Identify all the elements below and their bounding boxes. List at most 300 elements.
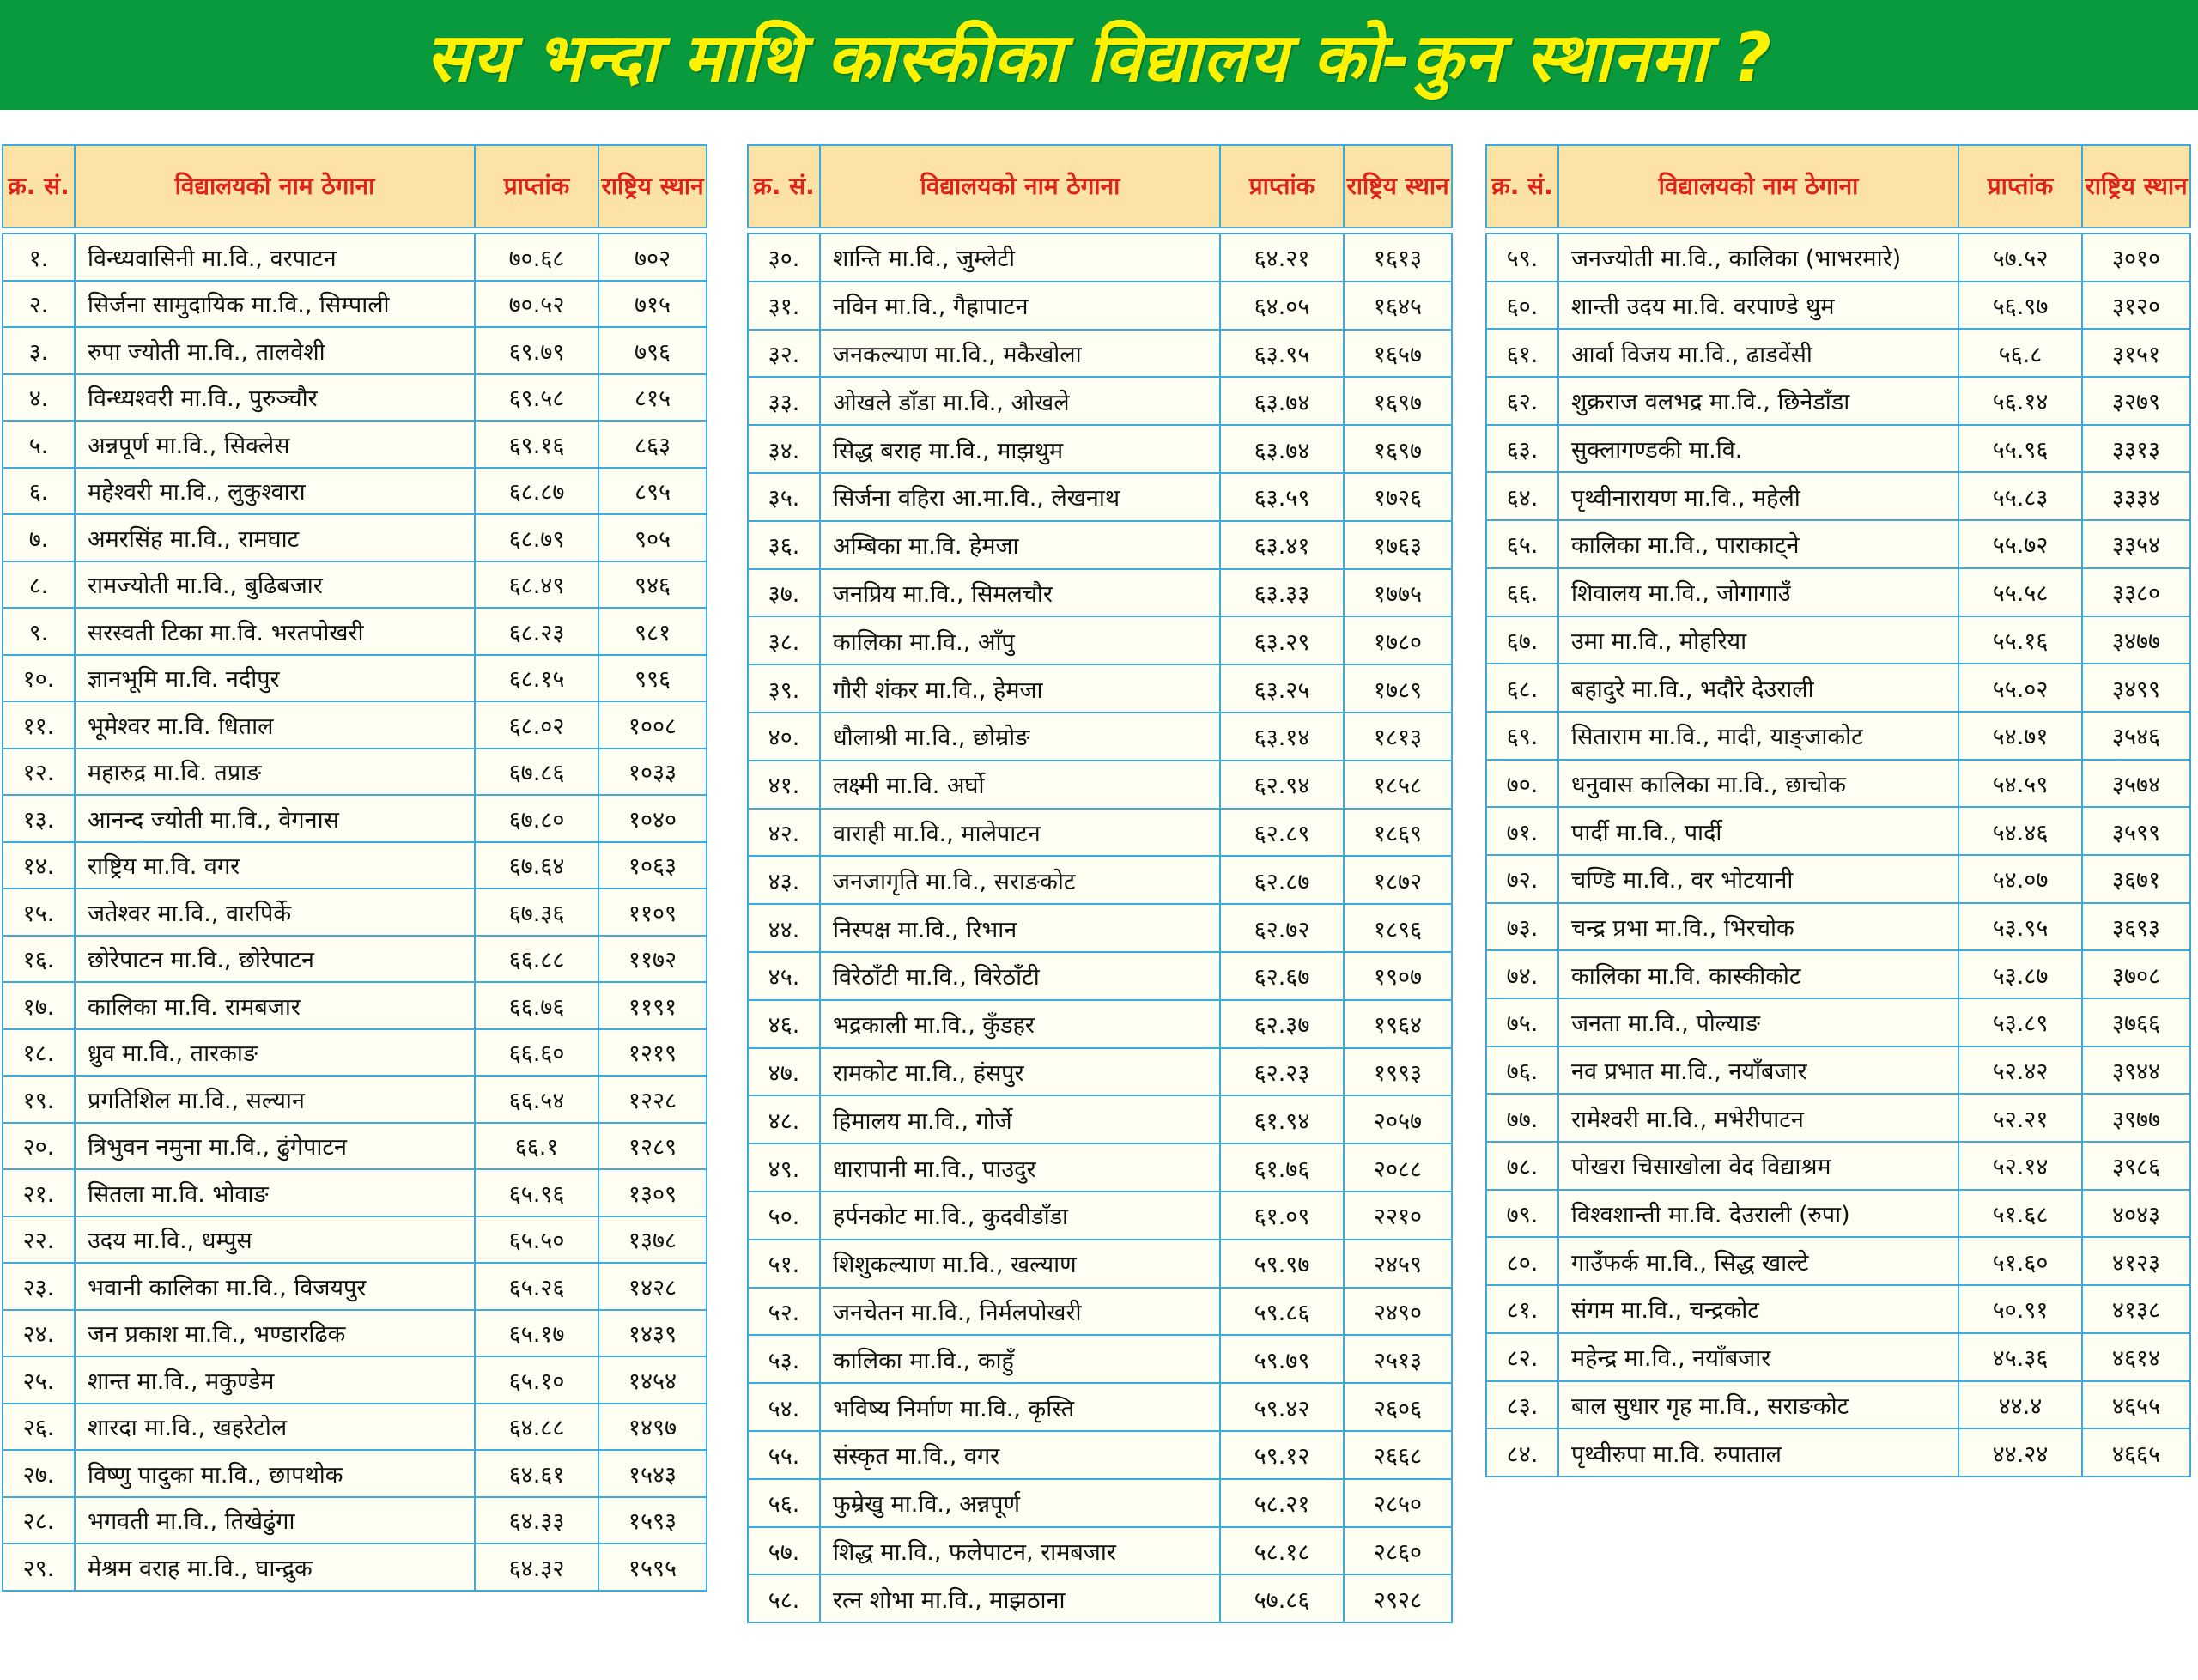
serial-number-cell: ७. [3, 514, 75, 561]
score-cell: ६८.४९ [475, 561, 598, 609]
score-cell: ६२.२३ [1220, 1048, 1344, 1096]
score-cell: ५४.४६ [1958, 807, 2082, 855]
school-name-cell: रामज्योती मा.वि., बुढिबजार [75, 561, 475, 609]
table-row [3, 655, 707, 702]
school-name-cell: पोखरा चिसाखोला वेद विद्याश्रम [1558, 1142, 1958, 1190]
table-row [1486, 1237, 2190, 1285]
score-cell: ६३.७४ [1220, 377, 1344, 425]
school-name-cell: हिमालय मा.वि., गोर्जे [820, 1095, 1220, 1143]
score-cell: ६७.३६ [475, 889, 598, 936]
score-cell: ६३.२५ [1220, 664, 1344, 713]
school-name-cell: धारापानी मा.वि., पाउदुर [820, 1143, 1220, 1192]
school-name-cell: विन्ध्यश्वरी मा.वि., पुरुञ्चौर [75, 374, 475, 422]
national-rank-cell: १००८ [598, 701, 707, 749]
school-name-cell: सिर्जना सामुदायिक मा.वि., सिम्पाली [75, 281, 475, 328]
serial-number-cell: ४६. [748, 1000, 820, 1048]
table-row [748, 664, 1452, 713]
score-cell: ७०.५२ [475, 281, 598, 328]
score-cell: ६६.५४ [475, 1076, 598, 1123]
school-name-cell: जनप्रिय मा.वि., सिमलचौर [820, 569, 1220, 617]
score-cell: ५२.४२ [1958, 1046, 2082, 1095]
serial-number-cell: ५८. [748, 1574, 820, 1622]
table-row [748, 1048, 1452, 1096]
national-rank-cell: १८५८ [1344, 761, 1452, 809]
score-cell: ६८.८७ [475, 468, 598, 515]
serial-number-cell: ६५. [1486, 520, 1558, 568]
national-rank-cell: २६०६ [1344, 1383, 1452, 1431]
school-name-cell: जनचेतन मा.वि., निर्मलपोखरी [820, 1288, 1220, 1336]
serial-number-cell: १७. [3, 982, 75, 1029]
serial-number-cell: ७१. [1486, 807, 1558, 855]
national-rank-cell: ४१२३ [2082, 1237, 2190, 1285]
national-rank-cell: ७१५ [598, 281, 707, 328]
national-rank-cell: २८५० [1344, 1479, 1452, 1527]
serial-number-cell: ७८. [1486, 1142, 1558, 1190]
score-cell: ६७.८० [475, 795, 598, 842]
table-row [3, 1029, 707, 1077]
national-rank-cell: १५९५ [598, 1544, 707, 1591]
national-rank-cell: ११७२ [598, 936, 707, 983]
serial-number-cell: ७७. [1486, 1094, 1558, 1142]
school-name-cell: रुपा ज्योती मा.वि., तालवेशी [75, 327, 475, 374]
national-rank-cell: १७६३ [1344, 521, 1452, 569]
national-rank-cell: ३५४६ [2082, 712, 2190, 760]
school-name-cell: महारुद्र मा.वि. तप्राङ [75, 749, 475, 796]
serial-number-cell: १८. [3, 1029, 75, 1077]
score-cell: ५७.५२ [1958, 234, 2082, 282]
table-row [748, 1192, 1452, 1240]
national-rank-cell: ३२७९ [2082, 377, 2190, 425]
school-name-cell: भद्रकाली मा.वि., कुँडहर [820, 1000, 1220, 1048]
header-gap [3, 227, 707, 234]
national-rank-cell: १९०७ [1344, 952, 1452, 1000]
national-rank-cell: ९४६ [598, 561, 707, 609]
national-rank-cell: ८१५ [598, 374, 707, 422]
score-cell: ५८.१८ [1220, 1527, 1344, 1575]
national-rank-cell: २६६८ [1344, 1431, 1452, 1479]
table-row [1486, 234, 2190, 282]
table-row [3, 514, 707, 561]
serial-number-cell: ६६. [1486, 568, 1558, 616]
table-row [748, 473, 1452, 521]
score-cell: ६३.१४ [1220, 713, 1344, 761]
school-name-cell: निस्पक्ष मा.वि., रिभान [820, 904, 1220, 952]
score-cell: ५१.६८ [1958, 1190, 2082, 1238]
school-name-cell: शिद्ध मा.वि., फलेपाटन, रामबजार [820, 1527, 1220, 1575]
table-row [3, 234, 707, 281]
serial-number-cell: ७३. [1486, 903, 1558, 951]
score-cell: ६८.७९ [475, 514, 598, 561]
school-name-cell: लक्ष्मी मा.वि. अर्घो [820, 761, 1220, 809]
serial-number-cell: ६४. [1486, 472, 1558, 520]
score-cell: ५६.९७ [1958, 282, 2082, 330]
school-name-cell: कालिका मा.वि. कास्कीकोट [1558, 950, 1958, 998]
school-name-cell: नविन मा.वि., गैह्रापाटन [820, 282, 1220, 330]
score-cell: ६३.७४ [1220, 425, 1344, 473]
serial-number-cell: ८४. [1486, 1428, 1558, 1477]
serial-number-cell: १०. [3, 655, 75, 702]
serial-number-cell: ३६. [748, 521, 820, 569]
table-row [748, 282, 1452, 330]
score-cell: ५९.१२ [1220, 1431, 1344, 1479]
school-name-cell: भविष्य निर्माण मा.वि., कृस्ति [820, 1383, 1220, 1431]
score-cell: ६२.९४ [1220, 761, 1344, 809]
score-cell: ६८.०२ [475, 701, 598, 749]
national-rank-cell: २४९० [1344, 1288, 1452, 1336]
table-row [1486, 616, 2190, 664]
school-name-cell: मेश्रम वराह मा.वि., घान्द्रुक [75, 1544, 475, 1591]
national-rank-cell: १२८९ [598, 1123, 707, 1170]
national-rank-cell: १८१३ [1344, 713, 1452, 761]
table-row [1486, 472, 2190, 520]
table-row [748, 809, 1452, 857]
table-row [748, 234, 1452, 282]
national-rank-cell: १०६३ [598, 842, 707, 889]
national-rank-cell: ३७०८ [2082, 950, 2190, 998]
score-cell: ५२.२१ [1958, 1094, 2082, 1142]
school-name-cell: ज्ञानभूमि मा.वि. नदीपुर [75, 655, 475, 702]
table-row [1486, 1381, 2190, 1429]
national-rank-cell: ३१२० [2082, 282, 2190, 330]
table-row [748, 425, 1452, 473]
table-row [3, 1497, 707, 1544]
score-cell: ६१.७६ [1220, 1143, 1344, 1192]
header-sn: क्र. सं. [1486, 145, 1558, 227]
table-row [1486, 1094, 2190, 1142]
serial-number-cell: ६३. [1486, 425, 1558, 473]
table-row [3, 1076, 707, 1123]
school-name-cell: रत्न शोभा मा.वि., माझठाना [820, 1574, 1220, 1622]
serial-number-cell: ४४. [748, 904, 820, 952]
national-rank-cell: १३७८ [598, 1216, 707, 1264]
national-rank-cell: ७९६ [598, 327, 707, 374]
serial-number-cell: ५७. [748, 1527, 820, 1575]
table-row [1486, 664, 2190, 712]
table-row [748, 569, 1452, 617]
score-cell: ५९.७९ [1220, 1335, 1344, 1383]
table-row [1486, 1046, 2190, 1095]
serial-number-cell: ४. [3, 374, 75, 422]
score-cell: ४५.३६ [1958, 1333, 2082, 1381]
national-rank-cell: ७०२ [598, 234, 707, 281]
serial-number-cell: ४२. [748, 809, 820, 857]
header-score: प्राप्तांक [1220, 145, 1344, 227]
school-name-cell: शिवालय मा.वि., जोगागाउँ [1558, 568, 1958, 616]
national-rank-cell: २८६० [1344, 1527, 1452, 1575]
score-cell: ६४.०५ [1220, 282, 1344, 330]
school-name-cell: पार्दी मा.वि., पार्दी [1558, 807, 1958, 855]
serial-number-cell: २१. [3, 1169, 75, 1216]
school-name-cell: संगम मा.वि., चन्द्रकोट [1558, 1285, 1958, 1333]
table-row [3, 842, 707, 889]
serial-number-cell: ५. [3, 421, 75, 468]
serial-number-cell: २४. [3, 1310, 75, 1357]
score-cell: ६४.६१ [475, 1450, 598, 1497]
score-cell: ५७.८६ [1220, 1574, 1344, 1622]
score-cell: ५१.६० [1958, 1237, 2082, 1285]
table-row [748, 330, 1452, 378]
score-cell: ६२.८७ [1220, 856, 1344, 904]
school-name-cell: जनकल्याण मा.वि., मकैखोला [820, 330, 1220, 378]
title-banner [0, 0, 2198, 110]
header-gap [748, 227, 1452, 234]
table-row [3, 421, 707, 468]
table-row [3, 608, 707, 655]
score-cell: ६९.१६ [475, 421, 598, 468]
school-table-3 [1485, 144, 2191, 1477]
table-row [3, 1356, 707, 1404]
serial-number-cell: १२. [3, 749, 75, 796]
serial-number-cell: ४१. [748, 761, 820, 809]
school-name-cell: शान्ती उदय मा.वि. वरपाण्डे थुम [1558, 282, 1958, 330]
national-rank-cell: २०८८ [1344, 1143, 1452, 1192]
national-rank-cell: १९९३ [1344, 1048, 1452, 1096]
table-row [3, 701, 707, 749]
national-rank-cell: २९२८ [1344, 1574, 1452, 1622]
serial-number-cell: ७०. [1486, 760, 1558, 808]
school-name-cell: बहादुरे मा.वि., भदौरे देउराली [1558, 664, 1958, 712]
national-rank-cell: ३१५१ [2082, 329, 2190, 377]
serial-number-cell: २२. [3, 1216, 75, 1264]
table-row [748, 856, 1452, 904]
score-cell: ५०.९१ [1958, 1285, 2082, 1333]
table-row [1486, 950, 2190, 998]
table-row [748, 1431, 1452, 1479]
score-cell: ५४.५९ [1958, 760, 2082, 808]
table-row [748, 616, 1452, 664]
school-name-cell: उमा मा.वि., मोहरिया [1558, 616, 1958, 664]
national-rank-cell: १२२८ [598, 1076, 707, 1123]
school-name-cell: भगवती मा.वि., तिखेढुंगा [75, 1497, 475, 1544]
school-name-cell: ओखले डाँडा मा.वि., ओखले [820, 377, 1220, 425]
score-cell: ६४.३२ [475, 1544, 598, 1591]
national-rank-cell: १९६४ [1344, 1000, 1452, 1048]
score-cell: ६८.१५ [475, 655, 598, 702]
national-rank-cell: २२१० [1344, 1192, 1452, 1240]
table-row [3, 982, 707, 1029]
table-row [3, 468, 707, 515]
serial-number-cell: ५४. [748, 1383, 820, 1431]
table-row [1486, 425, 2190, 473]
serial-number-cell: २५. [3, 1356, 75, 1404]
score-cell: ६६.६० [475, 1029, 598, 1077]
serial-number-cell: ८१. [1486, 1285, 1558, 1333]
serial-number-cell: २०. [3, 1123, 75, 1170]
school-name-cell: सिर्जना वहिरा आ.मा.वि., लेखनाथ [820, 473, 1220, 521]
serial-number-cell: ६१. [1486, 329, 1558, 377]
national-rank-cell: १८७२ [1344, 856, 1452, 904]
serial-number-cell: ८२. [1486, 1333, 1558, 1381]
table-row [748, 1143, 1452, 1192]
table-row [748, 1527, 1452, 1575]
table-header-row [1486, 145, 2190, 227]
school-name-cell: अमरसिंह मा.वि., रामघाट [75, 514, 475, 561]
school-name-cell: ध्रुव मा.वि., तारकाङ [75, 1029, 475, 1077]
school-name-cell: जनज्योती मा.वि., कालिका (भाभरमारे) [1558, 234, 1958, 282]
national-rank-cell: ९८१ [598, 608, 707, 655]
national-rank-cell: १७२६ [1344, 473, 1452, 521]
score-cell: ५३.९५ [1958, 903, 2082, 951]
school-name-cell: नव प्रभात मा.वि., नयाँबजार [1558, 1046, 1958, 1095]
table-row [3, 889, 707, 936]
school-name-cell: जतेश्वर मा.वि., वारपिर्के [75, 889, 475, 936]
serial-number-cell: ६. [3, 468, 75, 515]
school-name-cell: संस्कृत मा.वि., वगर [820, 1431, 1220, 1479]
header-gap [1486, 227, 2190, 234]
school-name-cell: जनजागृति मा.वि., सराङकोट [820, 856, 1220, 904]
national-rank-cell: ३६९३ [2082, 903, 2190, 951]
serial-number-cell: १. [3, 234, 75, 281]
national-rank-cell: १०४० [598, 795, 707, 842]
national-rank-cell: १५४३ [598, 1450, 707, 1497]
header-rank: राष्ट्रिय स्थान [598, 145, 707, 227]
national-rank-cell: ८६३ [598, 421, 707, 468]
serial-number-cell: ३०. [748, 234, 820, 282]
table-row [748, 1288, 1452, 1336]
score-cell: ५५.१६ [1958, 616, 2082, 664]
table-row [3, 1404, 707, 1451]
national-rank-cell: ३९८६ [2082, 1142, 2190, 1190]
score-cell: ५५.५८ [1958, 568, 2082, 616]
school-name-cell: प्रगतिशिल मा.वि., सल्यान [75, 1076, 475, 1123]
table-row [748, 1095, 1452, 1143]
serial-number-cell: ३९. [748, 664, 820, 713]
table-header-row [3, 145, 707, 227]
serial-number-cell: ११. [3, 701, 75, 749]
score-cell: ५५.७२ [1958, 520, 2082, 568]
table-row [1486, 1428, 2190, 1477]
school-name-cell: भवानी कालिका मा.वि., विजयपुर [75, 1263, 475, 1310]
score-cell: ४४.४ [1958, 1381, 2082, 1429]
national-rank-cell: ३५९९ [2082, 807, 2190, 855]
serial-number-cell: ५२. [748, 1288, 820, 1336]
score-cell: ७०.६८ [475, 234, 598, 281]
score-cell: ६२.७२ [1220, 904, 1344, 952]
national-rank-cell: ३३५४ [2082, 520, 2190, 568]
table-row [3, 1169, 707, 1216]
table-row [748, 952, 1452, 1000]
national-rank-cell: ४१३८ [2082, 1285, 2190, 1333]
serial-number-cell: ७४. [1486, 950, 1558, 998]
national-rank-cell: ११९१ [598, 982, 707, 1029]
serial-number-cell: ७९. [1486, 1190, 1558, 1238]
school-name-cell: कालिका मा.वि. रामबजार [75, 982, 475, 1029]
table-row [3, 749, 707, 796]
school-name-cell: आनन्द ज्योती मा.वि., वेगनास [75, 795, 475, 842]
school-name-cell: गौरी शंकर मा.वि., हेमजा [820, 664, 1220, 713]
table-row [1486, 998, 2190, 1046]
serial-number-cell: ६९. [1486, 712, 1558, 760]
national-rank-cell: ८९५ [598, 468, 707, 515]
school-name-cell: वाराही मा.वि., मालेपाटन [820, 809, 1220, 857]
school-name-cell: सितला मा.वि. भोवाङ [75, 1169, 475, 1216]
school-name-cell: पृथ्वीरुपा मा.वि. रुपाताल [1558, 1428, 1958, 1477]
serial-number-cell: ७५. [1486, 998, 1558, 1046]
table-row [3, 1263, 707, 1310]
table-row [1486, 329, 2190, 377]
score-cell: ६२.६७ [1220, 952, 1344, 1000]
school-name-cell: छोरेपाटन मा.वि., छोरेपाटन [75, 936, 475, 983]
serial-number-cell: ५०. [748, 1192, 820, 1240]
national-rank-cell: १६९७ [1344, 377, 1452, 425]
serial-number-cell: १३. [3, 795, 75, 842]
school-name-cell: चण्डि मा.वि., वर भोटयानी [1558, 855, 1958, 903]
school-name-cell: उदय मा.वि., धम्पुस [75, 1216, 475, 1264]
national-rank-cell: १६१३ [1344, 234, 1452, 282]
school-name-cell: पृथ्वीनारायण मा.वि., महेली [1558, 472, 1958, 520]
serial-number-cell: ६२. [1486, 377, 1558, 425]
score-cell: ६४.२१ [1220, 234, 1344, 282]
score-cell: ५६.१४ [1958, 377, 2082, 425]
serial-number-cell: ३५. [748, 473, 820, 521]
national-rank-cell: १७८० [1344, 616, 1452, 664]
school-name-cell: सुक्लागण्डकी मा.वि. [1558, 425, 1958, 473]
table-row [748, 1479, 1452, 1527]
score-cell: ६२.३७ [1220, 1000, 1344, 1048]
national-rank-cell: १४९७ [598, 1404, 707, 1451]
score-cell: ५५.०२ [1958, 664, 2082, 712]
national-rank-cell: १७८९ [1344, 664, 1452, 713]
score-cell: ६१.९४ [1220, 1095, 1344, 1143]
score-cell: ५८.२१ [1220, 1479, 1344, 1527]
page-title: सय भन्दा माथि कास्कीका विद्यालय को-कुन स्थानमा ? [425, 20, 1773, 97]
header-score: प्राप्तांक [1958, 145, 2082, 227]
school-name-cell: विन्ध्यवासिनी मा.वि., वरपाटन [75, 234, 475, 281]
serial-number-cell: ३७. [748, 569, 820, 617]
national-rank-cell: ३७६६ [2082, 998, 2190, 1046]
header-name: विद्यालयको नाम ठेगाना [75, 145, 475, 227]
serial-number-cell: २. [3, 281, 75, 328]
serial-number-cell: १५. [3, 889, 75, 936]
serial-number-cell: २६. [3, 1404, 75, 1451]
national-rank-cell: १६५७ [1344, 330, 1452, 378]
national-rank-cell: २४५९ [1344, 1240, 1452, 1288]
score-cell: ६९.५८ [475, 374, 598, 422]
serial-number-cell: २८. [3, 1497, 75, 1544]
national-rank-cell: ९०५ [598, 514, 707, 561]
serial-number-cell: ७६. [1486, 1046, 1558, 1095]
table-row [1486, 760, 2190, 808]
table-row [748, 1240, 1452, 1288]
table-row [1486, 1190, 2190, 1238]
header-sn: क्र. सं. [748, 145, 820, 227]
serial-number-cell: ८०. [1486, 1237, 1558, 1285]
national-rank-cell: ३९७७ [2082, 1094, 2190, 1142]
table-row [1486, 903, 2190, 951]
score-cell: ५९.९७ [1220, 1240, 1344, 1288]
national-rank-cell: १२१९ [598, 1029, 707, 1077]
table-row [748, 761, 1452, 809]
national-rank-cell: २०५७ [1344, 1095, 1452, 1143]
school-name-cell: शिशुकल्याण मा.वि., खल्याण [820, 1240, 1220, 1288]
table-header-row [748, 145, 1452, 227]
school-name-cell: धनुवास कालिका मा.वि., छाचोक [1558, 760, 1958, 808]
table-row [748, 1383, 1452, 1431]
national-rank-cell: ९९६ [598, 655, 707, 702]
national-rank-cell: ४०४३ [2082, 1190, 2190, 1238]
serial-number-cell: ९. [3, 608, 75, 655]
score-cell: ६३.९५ [1220, 330, 1344, 378]
table-row [1486, 1333, 2190, 1381]
score-cell: ६९.७९ [475, 327, 598, 374]
serial-number-cell: २७. [3, 1450, 75, 1497]
serial-number-cell: ४९. [748, 1143, 820, 1192]
national-rank-cell: १५९३ [598, 1497, 707, 1544]
school-name-cell: रामेश्वरी मा.वि., मभेरीपाटन [1558, 1094, 1958, 1142]
score-cell: ६५.१० [475, 1356, 598, 1404]
table-row [3, 1216, 707, 1264]
national-rank-cell: १४५४ [598, 1356, 707, 1404]
